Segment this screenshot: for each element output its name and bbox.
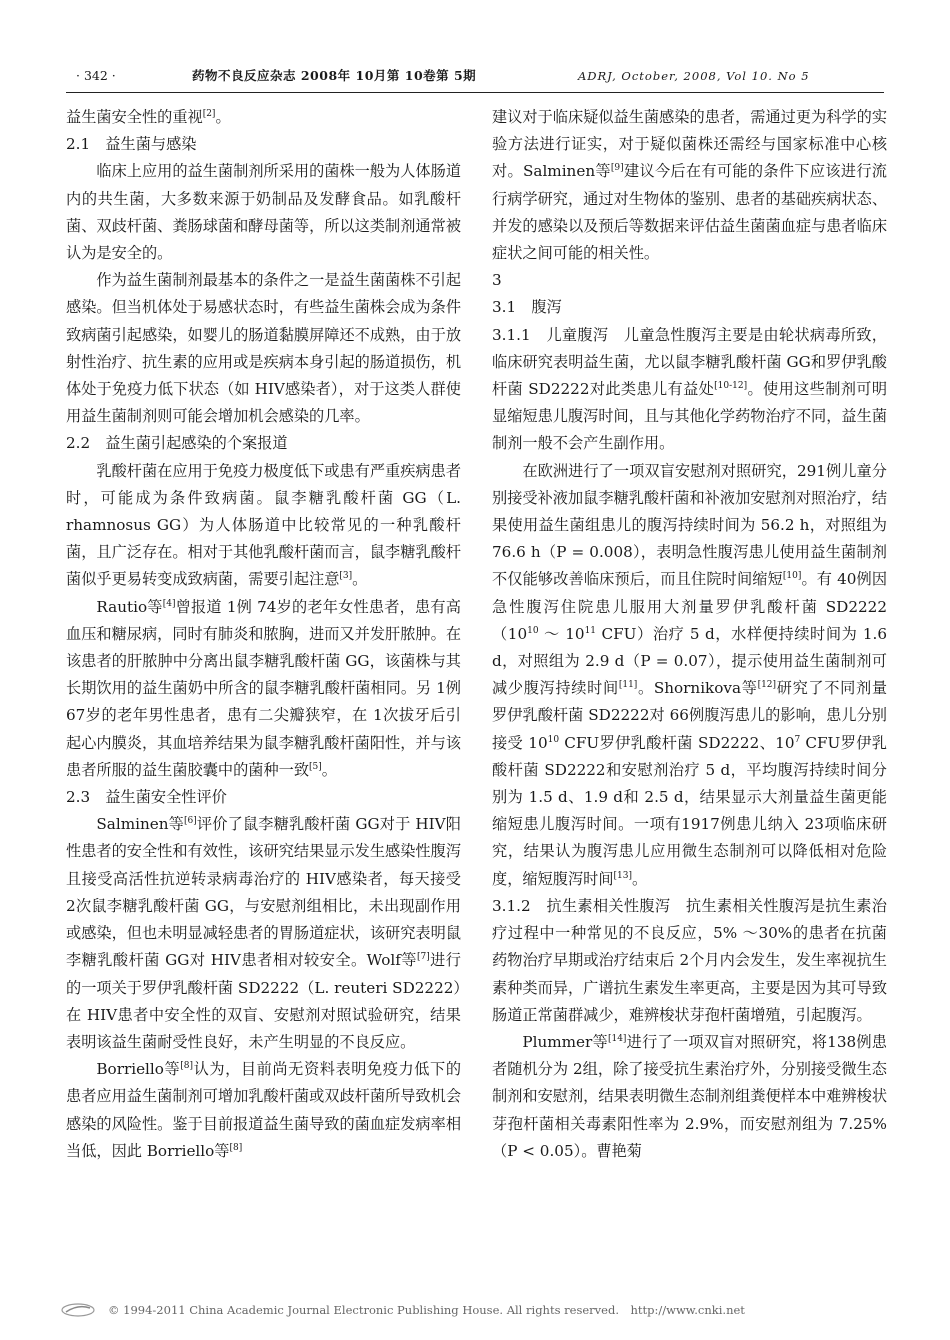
section-heading bbox=[492, 267, 887, 294]
citation-superscript: [10] bbox=[782, 571, 802, 582]
paragraph-text: 。使用这些制剂可明显缩短患儿腹泻时间，且与其他化学药物治疗不同，益生菌制剂一般不会产生副作用。 bbox=[492, 380, 888, 453]
body-paragraph bbox=[492, 893, 887, 1029]
right-column bbox=[492, 104, 887, 1165]
citation-superscript: [9] bbox=[610, 163, 624, 174]
citation-superscript: [2] bbox=[202, 109, 216, 119]
citation-superscript: [3] bbox=[339, 571, 353, 582]
paragraph-text: 作为益生菌制剂最基本的条件之一是益生菌菌株不引起感染。但当机体处于易感状态时，有些益生菌株会成为条件致病菌引起感染，如婴儿的肠道黏膜屏障还不成熟，由于放射性治疗、抗生素的应用或是疾病本身引起的肠道损伤，机体处于免疫力低下状态（如 HIV感染者），对于这类人群使用益生菌制剂则可能会增加机会感染的几率。 bbox=[66, 271, 461, 426]
citation-superscript: [12] bbox=[757, 680, 777, 691]
citation-superscript: [14] bbox=[607, 1033, 627, 1044]
paragraph-text: 建议对于临床疑似益生菌感染的患者，需通过更为科学的实验方法进行证实，对于疑似菌株还需经与国家标准中心核对。Salminen等 bbox=[492, 108, 887, 181]
paragraph-text: ～ 10 bbox=[538, 624, 585, 643]
paragraph-text: 临床上应用的益生菌制剂所采用的菌株一般为人体肠道内的共生菌，大多数来源于奶制品及发酵食品。如乳酸杆菌、双歧杆菌、粪肠球菌和酵母菌等，所以这类制剂通常被认为是安全的。 bbox=[66, 162, 461, 263]
page-footer bbox=[60, 1298, 890, 1322]
citation-superscript: [8] bbox=[180, 1061, 194, 1072]
citation-superscript: 7 bbox=[794, 734, 801, 745]
journal-title-en: ADRJ, October, 2008, Vol 10. No 5 bbox=[578, 69, 810, 83]
citation-superscript: [5] bbox=[309, 761, 322, 772]
citation-superscript: [13] bbox=[613, 870, 632, 881]
page-number: · 342 · bbox=[76, 68, 116, 83]
body-paragraph bbox=[492, 322, 887, 458]
body-paragraph bbox=[66, 158, 461, 267]
paragraph-text: 评价了鼠李糖乳酸杆菌 GG对于 HIV阳性患者的安全性和有效性，该研究结果显示发生感染性腹泻且接受高活性抗逆转录病毒治疗的 HIV感染者，每天接受 2次鼠李糖乳酸杆菌 GG，与安慰剂组相比，未出现副作用或感染，但也未明显减轻患者的胃肠道症状，该研究表明鼠李糖乳酸杆菌 GG对 HIV患者相对较安全。Wolf等 bbox=[66, 815, 461, 970]
paragraph-text: 。有 40例因急性腹泻住院患儿服用大剂量罗伊乳酸杆菌 SD2222（10 bbox=[492, 570, 888, 643]
paragraph-text: Plummer等 bbox=[522, 1032, 608, 1051]
paragraph-text: 3.1 腹泻 bbox=[492, 298, 562, 317]
paragraph-text: Rautio等 bbox=[96, 597, 163, 616]
citation-superscript: [7] bbox=[416, 952, 430, 963]
citation-superscript: 10 bbox=[527, 625, 539, 636]
paragraph-text: 建议今后在有可能的条件下应该进行流行病学研究，通过对生物体的鉴别、患者的基础疾病状态、并发的感染以及预后等数据来评估益生菌菌血症与患者临床症状之间可能的相关性。 bbox=[492, 162, 887, 263]
body-paragraph bbox=[66, 1056, 461, 1165]
paragraph-text: 进行了一项双盲对照研究，将138例患者随机分为 2组，除了接受抗生素治疗外，分别接受微生态制剂和安慰剂，结果表明微生态制剂组粪便样本中难辨梭状芽孢杆菌相关毒素阳性率为 2.9%，而安慰剂组为 7.25%（P < 0.05）。曹艳菊 bbox=[492, 1032, 887, 1160]
paragraph-text: 进行的一项关于罗伊乳酸杆菌 SD2222（L. reuteri SD2222）在 HIV患者中安全性的双盲、安慰剂对照试验研究，结果表明该益生菌耐受性良好，未产生明显的不良反应。 bbox=[66, 951, 461, 1051]
paragraph-text: CFU罗伊乳酸杆菌 SD2222、10 bbox=[559, 733, 795, 752]
paragraph-text: 乳酸杆菌在应用于免疫力极度低下或患有严重疾病患者时，可能成为条件致病菌。鼠李糖乳酸杆菌 GG（L. rhamnosus GG）为人体肠道中比较常见的一种乳酸杆菌，且广泛存在。相对于其他乳酸杆菌而言，鼠李糖乳酸杆菌似乎更易转变成致病菌，需要引起注意 bbox=[66, 461, 461, 589]
paragraph-text: 认为，目前尚无资料表明免疫力低下的患者应用益生菌制剂可增加乳酸杆菌或双歧杆菌所导致机会感染的风险性。鉴于目前报道益生菌导致的菌血症发病率相当低，因此 Borriello等 bbox=[66, 1060, 462, 1160]
paragraph-text: 。 bbox=[631, 869, 648, 888]
body-paragraph bbox=[492, 458, 887, 893]
paragraph-text: CFU罗伊乳酸杆菌 SD2222和安慰剂治疗 5 d，平均腹泻持续时间分别为 1.5 d、1.9 d和 2.5 d，结果显示大剂量益生菌更能缩短患儿腹泻时间。一项有1917例患儿纳入 23项临床研究，结果认为腹泻患儿应用微生态制剂可以降低相对危险度，缩短腹泻时间 bbox=[492, 733, 887, 888]
paragraph-text: 。 bbox=[352, 570, 368, 589]
section-heading bbox=[66, 784, 461, 811]
paragraph-text: 。Shornikova等 bbox=[637, 679, 758, 698]
copyright-notice: © 1994-2011 China Academic Journal Electronic Publishing House. All rights reserved. http://www.cnki.net bbox=[108, 1303, 745, 1317]
paragraph-text: 。 bbox=[321, 760, 337, 779]
section-heading bbox=[492, 294, 887, 321]
body-paragraph bbox=[492, 1029, 887, 1165]
body-paragraph bbox=[66, 594, 461, 784]
body-paragraph bbox=[66, 267, 461, 430]
citation-superscript: [10-12] bbox=[714, 381, 748, 392]
header-rule bbox=[66, 92, 884, 93]
running-header bbox=[66, 66, 882, 86]
section-heading bbox=[66, 430, 461, 457]
paragraph-text: 益生菌安全性的重视 bbox=[66, 108, 203, 126]
left-column bbox=[66, 104, 461, 1165]
paragraph-text: 2.3 益生菌安全性评价 bbox=[66, 788, 227, 807]
citation-superscript: [8] bbox=[229, 1142, 243, 1153]
paragraph-text: CFU）治疗 5 d，水样便持续时间为 1.6 d，对照组为 2.9 d（P = 0.07），提示使用益生菌制剂可减少腹泻持续时间 bbox=[492, 624, 888, 698]
citation-superscript: 11 bbox=[584, 625, 597, 636]
paragraph-text: 3.1.2 抗生素相关性腹泻 抗生素相关性腹泻是抗生素治疗过程中一种常见的不良反应，5% ～30%的患者在抗菌药物治疗早期或治疗结束后 2个月内会发生，发生率视抗生素种类而异，广谱抗生素发生率更高，主要是因为其可导致肠道正常菌群减少，难辨梭状芽孢杆菌增殖，引起腹泻。 bbox=[492, 896, 887, 1024]
body-paragraph bbox=[66, 104, 461, 131]
paragraph-text: Salminen等 bbox=[96, 815, 185, 834]
paragraph-text: 。 bbox=[215, 108, 231, 126]
body-paragraph bbox=[66, 458, 461, 594]
paragraph-text: 曾报道 1例 74岁的老年女性患者，患有高血压和糖尿病，同时有肺炎和脓胸，进而又并发肝脓肿。在该患者的肝脓肿中分离出鼠李糖乳酸杆菌 GG，该菌株与其长期饮用的益生菌奶中所含的鼠李糖乳酸杆菌相同。另 1例 67岁的老年男性患者，患有二尖瓣狭窄，在 1次拔牙后引起心内膜炎，其血培养结果为鼠李糖乳酸杆菌阳性，并与该患者所服的益生菌胶囊中的菌种一致 bbox=[66, 597, 461, 779]
paragraph-text: 2.2 益生菌引起感染的个案报道 bbox=[66, 434, 288, 453]
journal-title-cn: 药物不良反应杂志 2008年 10月第 10卷第 5期 bbox=[192, 68, 477, 83]
citation-superscript: [11] bbox=[618, 680, 638, 691]
paragraph-text: 3 bbox=[492, 271, 502, 290]
paragraph-text: 2.1 益生菌与感染 bbox=[66, 135, 197, 154]
paragraph-text: 3.1.1 儿童腹泻 儿童急性腹泻主要是由轮状病毒所致，临床研究表明益生菌，尤以鼠李糖乳酸杆菌 GG和罗伊乳酸杆菌 SD2222对此类患儿有益处 bbox=[492, 325, 887, 399]
paragraph-text: 研究了不同剂量罗伊乳酸杆菌 SD2222对 66例腹泻患儿的影响，患儿分别接受 10 bbox=[492, 679, 888, 752]
body-paragraph bbox=[492, 104, 887, 267]
paragraph-text: Borriello等 bbox=[96, 1060, 181, 1079]
body-paragraph bbox=[66, 811, 461, 1056]
section-heading bbox=[66, 131, 461, 158]
citation-superscript: 10 bbox=[547, 734, 560, 745]
citation-superscript: [4] bbox=[162, 598, 176, 609]
citation-superscript: [6] bbox=[184, 816, 197, 827]
paragraph-text: 在欧洲进行了一项双盲安慰剂对照研究，291例儿童分别接受补液加鼠李糖乳酸杆菌和补液加安慰剂对照治疗，结果使用益生菌组患儿的腹泻持续时间为 56.2 h，对照组为 76.6 h（P = 0.008），表明急性腹泻患儿使用益生菌制剂不仅能够改善临床预后，而且住院时间缩短 bbox=[492, 461, 887, 589]
publisher-logo-icon bbox=[60, 1302, 96, 1318]
